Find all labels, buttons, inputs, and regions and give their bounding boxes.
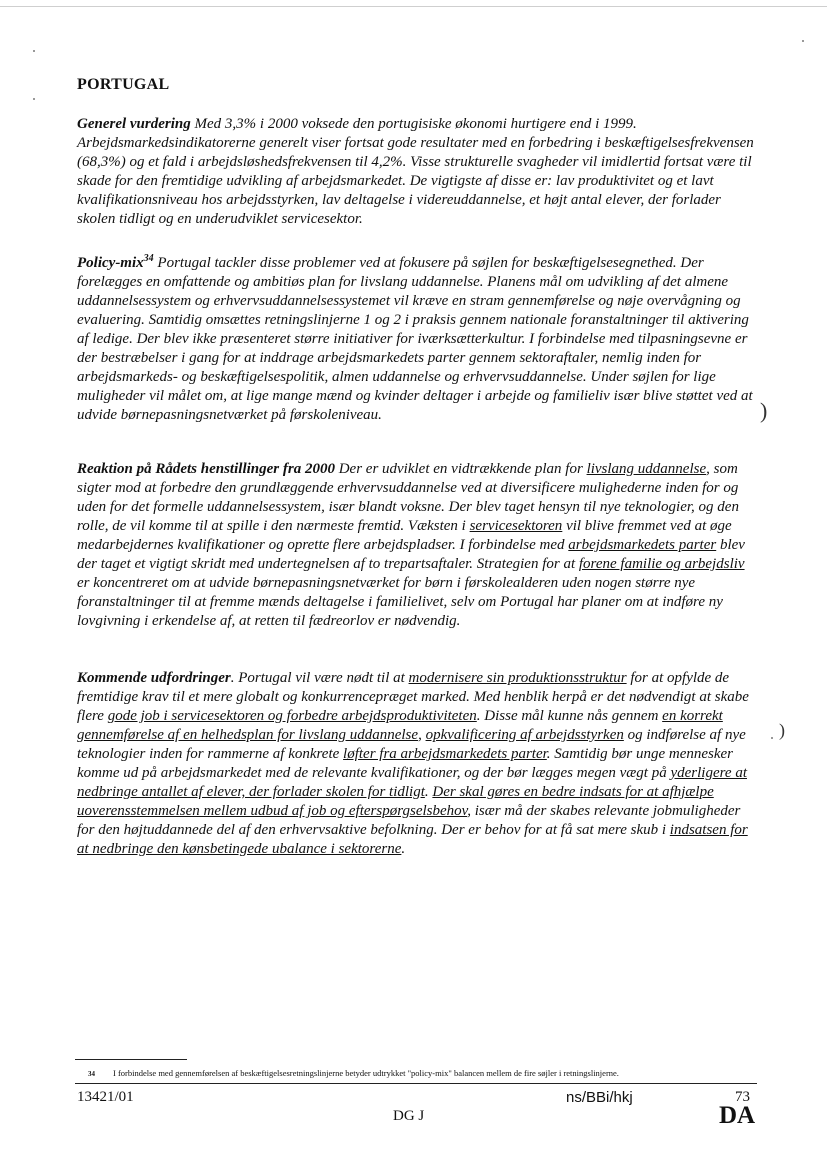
section-kommende-udfordringer [77,669,759,859]
underlined-phrase: modernisere sin produktionsstruktur [408,670,627,686]
section-reaktion [77,460,759,631]
scan-speck [802,40,804,42]
text-run: blev der taget et vigtigt skridt med undertegnelsen af to trepartsaftaler. Strategien for at [77,537,745,572]
text-run: . [424,784,433,800]
underlined-phrase: yderligere at nedbringe antallet af elever, der forlader skolen for tidligt [77,765,747,800]
scan-speck [33,50,35,52]
margin-bracket-mark: ) [779,720,785,740]
text-run: . Disse mål kunne nås gennem [476,708,663,724]
text-run: . Portugal vil være nødt til at [230,670,409,686]
underlined-phrase: indsatsen for at nedbringe den kønsbetingede ubalance i sektorerne [77,822,748,857]
section-text: Med 3,3% i 2000 voksede den portugisiske økonomi hurtigere end i 1999. Arbejdsmarkedsindikatorerne generelt viser fortsat gode resultater med en forbedring i beskæftigelsesfrekvensen (68,3%) og et fald i arbejdsløshedsfrekvensen til 4,2%. Visse strukturelle svagheder vil imidlertid fortsat være til skade for den fremtidige udvikling af arbejdsmarkedet. De vigtigste af disse er: lav produktivitet og et lavt kvalifikationsniveau hos arbejdsstyrken, lav deltagelse i videreuddannelse, et højt antal elever, der forlader skolen tidligt og en underudviklet servicesektor. [77,116,754,227]
text-run: vil blive fremmet ved at øge medarbejdernes kvalifikationer og oprette flere arbejdspladser. I forbindelse med [77,518,732,553]
section-title: Reaktion på Rådets henstillinger fra 2000 [77,461,335,477]
scan-speck [771,737,773,739]
footnote-ref: 34 [143,253,154,264]
footer-divider [75,1083,757,1084]
scan-speck [33,98,35,100]
language-code: DA [719,1102,756,1129]
text-run: , især må der skabes relevante jobmuligheder for den højtuddannede del af den erhvervsaktive befolkning. Der er behov for at få sat mere skub i [77,803,741,838]
underlined-phrase: opkvalificering af arbejdsstyrken [425,727,624,743]
section-title: Kommende udfordringer [77,670,231,686]
reference-code: ns/BBi/hkj [566,1089,633,1106]
top-border [0,6,827,7]
underlined-phrase: livslang uddannelse [586,461,707,477]
text-run: . Samtidig bør unge mennesker komme ud på arbejdsmarkedet med de relevante kvalifikationer, og der bør lægges megen vægt på [77,746,734,781]
text-run: . [401,841,406,857]
underlined-phrase: løfter fra arbejdsmarkedets parter [343,746,547,762]
text-run: , som sigter mod at forbedre den grundlæggende erhvervsuddannelse ved at diversificere mulighederne inden for og uden for det formelle uddannelsessystem, især blandt voksne. Der blev taget hensyn til nye teknologier, og den rolle, de vil komme til at spille i den nærmeste fremtid. Væksten i [77,461,739,534]
text-run: Der er udviklet en vidtrækkende plan for [334,461,587,477]
underlined-phrase: forene familie og arbejdsliv [578,556,745,572]
underlined-phrase: Der skal gøres en bedre indsats for at afhjælpe uoverensstemmelsen mellem udbud af job og efterspørgselsbehov [77,784,714,819]
text-run: og indførelse af nye teknologier inden for rammerne af konkrete [77,727,746,762]
section-policy-mix [77,249,759,425]
text-run: , [418,727,426,743]
footnote-divider [75,1059,187,1060]
underlined-phrase: arbejdsmarkedets parter [568,537,717,553]
section-text: Portugal tackler disse problemer ved at fokusere på søjlen for beskæftigelsesegnethed. Der forelægges en omfattende og ambitiøs plan for livslang uddannelse. Planens mål om udvikling af det almene uddannelsessystem og erhvervsuddannelsessystemet vil kræve en stram gennemførelse og nøje overvågning og evaluering. Samtidig omsættes retningslinjerne 1 og 2 i praksis gennem nationale foranstaltninger til aktivering af ledige. Der blev ikke præsenteret større initiativer for iværksætterkultur. I forbindelse med tilpasningsevne er der bestræbelser i gang for at inddrage arbejdsmarkedets parter gennem sektoraftaler, nemlig inden for arbejdsmarkeds- og beskæftigelsespolitik, almen uddannelse og erhvervsuddannelse. Under søjlen for lige muligheder vil målet om, at lige mange mænd og kvinder deltager i arbejde og familieliv især blive støttet ved at udvide børnepasningsnetværket på førskoleniveau. [77,255,753,423]
page-number: 73 [735,1089,750,1105]
country-heading: PORTUGAL [77,76,170,93]
margin-bracket-mark: ) [760,398,768,423]
text-run: er koncentreret om at udvide børnepasningsnetværket for børn i førskolealderen uden nogen større nye foranstaltninger til at fremme mænds deltagelse i familielivet, selv om Portugal har planer om at indføre ny lovgivning i erkendelse af, at retten til fædreorlov er nødvendig. [77,575,723,629]
section-generel-vurdering [77,115,759,229]
directorate: DG J [393,1108,425,1124]
text-run: for at opfylde de fremtidige krav til et mere globalt og konkurrencepræget marked. Med henblik herpå er det nødvendigt at skabe flere [77,670,749,724]
underlined-phrase: gode job i servicesektoren og forbedre arbejdsproduktiviteten [107,708,477,724]
section-title: Policy-mix [77,255,144,271]
section-title: Generel vurdering [77,116,191,132]
footnote-text: I forbindelse med gennemførelsen af beskæftigelsesretningslinjerne betyder udtrykket "policy-mix" balancen mellem de fire søjler i retningslinjerne. [113,1068,619,1078]
underlined-phrase: servicesektoren [469,518,563,534]
underlined-phrase: en korrekt gennemførelse af en helhedsplan for livslang uddannelse [77,708,723,743]
footnote-mark: 34 [88,1070,95,1078]
document-number: 13421/01 [77,1089,134,1105]
